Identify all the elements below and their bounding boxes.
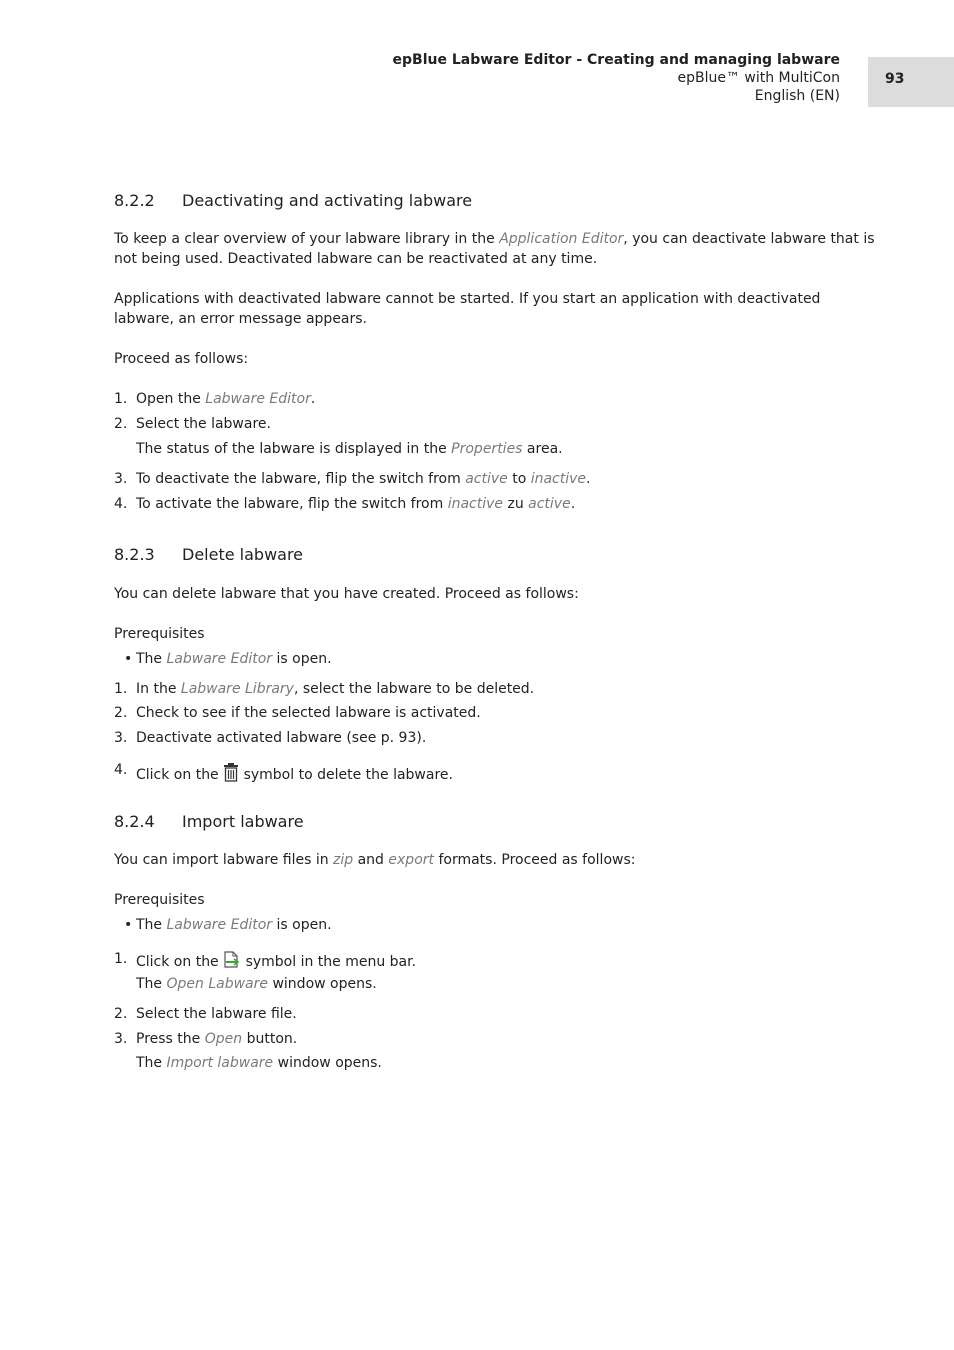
step-text: Select the labware. bbox=[136, 416, 271, 432]
paragraph-line: not being used. Deactivated labware can be reactivated at any time. bbox=[114, 251, 598, 267]
trash-icon bbox=[223, 762, 239, 786]
text: to bbox=[507, 471, 531, 487]
page-number: 93 bbox=[885, 71, 905, 87]
step-text bbox=[136, 471, 591, 487]
text: The status of the labware is displayed in the bbox=[136, 441, 452, 457]
text: . bbox=[570, 496, 576, 512]
text: The bbox=[136, 651, 167, 667]
section-number: 8.2.3 bbox=[114, 545, 155, 564]
emphasis-term: active bbox=[465, 471, 508, 487]
text: formats. Proceed as follows: bbox=[434, 852, 636, 868]
text: The bbox=[136, 976, 167, 992]
paragraph: Applications with deactivated labware cannot be started. If you start an application with deactivated bbox=[114, 291, 821, 307]
text: window opens. bbox=[273, 1055, 382, 1071]
step-result bbox=[136, 976, 377, 992]
step-number: 1. bbox=[114, 951, 128, 967]
text: To deactivate the labware, flip the switch from bbox=[136, 471, 466, 487]
paragraph: Proceed as follows: bbox=[114, 351, 249, 367]
section-number: 8.2.2 bbox=[114, 191, 155, 210]
step-result bbox=[136, 441, 563, 457]
step-text: Select the labware file. bbox=[136, 1006, 297, 1022]
text: The bbox=[136, 1055, 167, 1071]
step-number: 3. bbox=[114, 471, 128, 487]
open-file-icon bbox=[223, 951, 241, 973]
prerequisites-label: Prerequisites bbox=[114, 626, 205, 642]
text: In the bbox=[136, 681, 181, 697]
section-title: Delete labware bbox=[182, 545, 304, 564]
paragraph: You can delete labware that you have created. Proceed as follows: bbox=[114, 586, 579, 602]
step-number: 4. bbox=[114, 762, 128, 778]
bullet: • bbox=[124, 917, 133, 933]
text: , select the labware to be deleted. bbox=[293, 681, 535, 697]
emphasis-term: Application Editor bbox=[499, 231, 624, 247]
step-text: Check to see if the selected labware is activated. bbox=[136, 705, 481, 721]
header-language: English (EN) bbox=[754, 88, 840, 104]
step-number: 3. bbox=[114, 1031, 128, 1047]
emphasis-term: inactive bbox=[530, 471, 587, 487]
text: Open the bbox=[136, 391, 206, 407]
text: Click on the bbox=[136, 954, 224, 970]
text: is open. bbox=[272, 651, 332, 667]
prerequisite-text bbox=[136, 651, 332, 667]
emphasis-term: Open Labware bbox=[166, 976, 269, 992]
text: zu bbox=[503, 496, 529, 512]
text: symbol to delete the labware. bbox=[239, 767, 453, 783]
step-number: 2. bbox=[114, 705, 128, 721]
text: , you can deactivate labware that is bbox=[623, 231, 875, 247]
paragraph bbox=[114, 231, 875, 247]
emphasis-term: Properties bbox=[451, 441, 523, 457]
step-text bbox=[136, 1031, 297, 1047]
text: and bbox=[353, 852, 389, 868]
text: To keep a clear overview of your labware library in the bbox=[114, 231, 500, 247]
emphasis-term: Labware Library bbox=[180, 681, 294, 697]
emphasis-term: zip bbox=[333, 852, 354, 868]
step-number: 1. bbox=[114, 681, 128, 697]
text: is open. bbox=[272, 917, 332, 933]
text: window opens. bbox=[268, 976, 377, 992]
emphasis-term: Labware Editor bbox=[166, 917, 273, 933]
step-text bbox=[136, 681, 534, 697]
text: Click on the bbox=[136, 767, 224, 783]
emphasis-term: inactive bbox=[447, 496, 504, 512]
text: area. bbox=[522, 441, 563, 457]
step-text bbox=[136, 951, 416, 973]
step-result bbox=[136, 1055, 382, 1071]
step-number: 2. bbox=[114, 416, 128, 432]
section-number: 8.2.4 bbox=[114, 812, 155, 831]
page-number-box bbox=[868, 57, 954, 107]
section-title: Import labware bbox=[182, 812, 304, 831]
text: You can import labware files in bbox=[114, 852, 334, 868]
section-title: Deactivating and activating labware bbox=[182, 191, 473, 210]
text: Press the bbox=[136, 1031, 205, 1047]
step-number: 3. bbox=[114, 730, 128, 746]
emphasis-term: Labware Editor bbox=[205, 391, 311, 407]
text: button. bbox=[242, 1031, 298, 1047]
emphasis-term: Open bbox=[204, 1031, 243, 1047]
text: . bbox=[310, 391, 316, 407]
prerequisite-text bbox=[136, 917, 332, 933]
text: . bbox=[586, 471, 591, 487]
section-heading-8-2-3 bbox=[114, 545, 303, 564]
section-heading-8-2-4 bbox=[114, 812, 304, 831]
text: To activate the labware, flip the switch from bbox=[136, 496, 448, 512]
text: symbol in the menu bar. bbox=[241, 954, 417, 970]
section-heading-8-2-2 bbox=[114, 191, 472, 210]
step-number: 2. bbox=[114, 1006, 128, 1022]
step-text bbox=[136, 496, 575, 512]
emphasis-term: Labware Editor bbox=[166, 651, 273, 667]
emphasis-term: export bbox=[388, 852, 435, 868]
paragraph bbox=[114, 852, 635, 868]
step-number: 1. bbox=[114, 391, 128, 407]
text: The bbox=[136, 917, 167, 933]
header-title: epBlue Labware Editor - Creating and managing labware bbox=[392, 52, 840, 68]
emphasis-term: active bbox=[528, 496, 571, 512]
step-text bbox=[136, 391, 315, 407]
step-number: 4. bbox=[114, 496, 128, 512]
emphasis-term: Import labware bbox=[166, 1055, 274, 1071]
header-product: epBlue™ with MultiCon bbox=[677, 70, 840, 86]
paragraph-line: labware, an error message appears. bbox=[114, 311, 368, 327]
step-text: Deactivate activated labware (see p. 93). bbox=[136, 730, 427, 746]
prerequisites-label: Prerequisites bbox=[114, 892, 205, 908]
bullet: • bbox=[124, 651, 133, 667]
step-text bbox=[136, 762, 453, 786]
